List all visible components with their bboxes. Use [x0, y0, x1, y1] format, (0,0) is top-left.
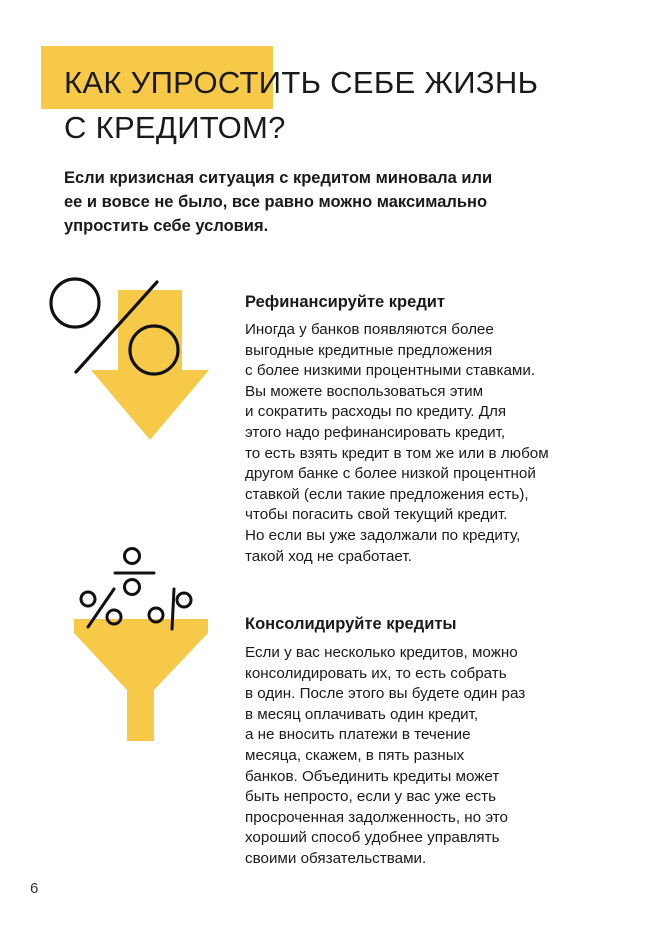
body-line: консолидировать их, то есть собрать: [245, 664, 507, 682]
body-line: ставкой (если такие предложения есть),: [245, 485, 529, 503]
lead-line: ее и вовсе не было, все равно можно максимально: [64, 193, 488, 211]
body-line: такой ход не сработает.: [245, 547, 412, 565]
body-line: просроченная задолженность, но это: [245, 808, 508, 826]
percent-down-arrow-icon: [44, 272, 214, 444]
section-body-consolidate: [245, 643, 625, 870]
body-line: банков. Объединить кредиты может: [245, 767, 500, 785]
lead-paragraph: [64, 166, 544, 238]
section-body-refinance: [245, 320, 625, 567]
section-heading-refinance: Рефинансируйте кредит: [245, 293, 446, 311]
body-line: Иногда у банков появляются более: [245, 321, 494, 338]
body-line: чтобы погасить свой текущий кредит.: [245, 506, 508, 524]
body-line: с более низкими процентными ставками.: [245, 362, 536, 380]
section-heading-consolidate: Консолидируйте кредиты: [245, 615, 457, 633]
body-line: а не вносить платежи в течение: [245, 726, 471, 744]
body-line: то есть взять кредит в том же или в любом: [245, 444, 549, 462]
funnel-percent-icon: [74, 545, 208, 745]
title-line-2: С КРЕДИТОМ?: [64, 110, 286, 145]
body-line: хороший способ удобнее управлять: [245, 829, 500, 847]
body-line: выгодные кредитные предложения: [245, 341, 493, 359]
page-title: [64, 60, 624, 150]
body-line: в месяц оплачивать один кредит,: [245, 705, 479, 723]
body-line: этого надо рефинансировать кредит,: [245, 423, 506, 441]
body-line: в один. После этого вы будете один раз: [245, 685, 526, 703]
body-line: и сократить расходы по кредиту. Для: [245, 403, 507, 421]
lead-line: упростить себе условия.: [64, 217, 269, 235]
body-line: другом банке с более низкой процентной: [245, 465, 536, 483]
body-line: своими обязательствами.: [245, 849, 427, 867]
body-line: Но если вы уже задолжали по кредиту,: [245, 526, 521, 544]
body-line: быть непросто, если у вас уже есть: [245, 788, 496, 806]
lead-line: Если кризисная ситуация с кредитом миновала или: [64, 169, 493, 187]
page-number: 6: [30, 880, 39, 897]
title-line-1: КАК УПРОСТИТЬ СЕБЕ ЖИЗНЬ: [64, 65, 539, 100]
body-line: Если у вас несколько кредитов, можно: [245, 644, 518, 661]
body-line: месяца, скажем, в пять разных: [245, 746, 465, 764]
body-line: Вы можете воспользоваться этим: [245, 382, 484, 400]
